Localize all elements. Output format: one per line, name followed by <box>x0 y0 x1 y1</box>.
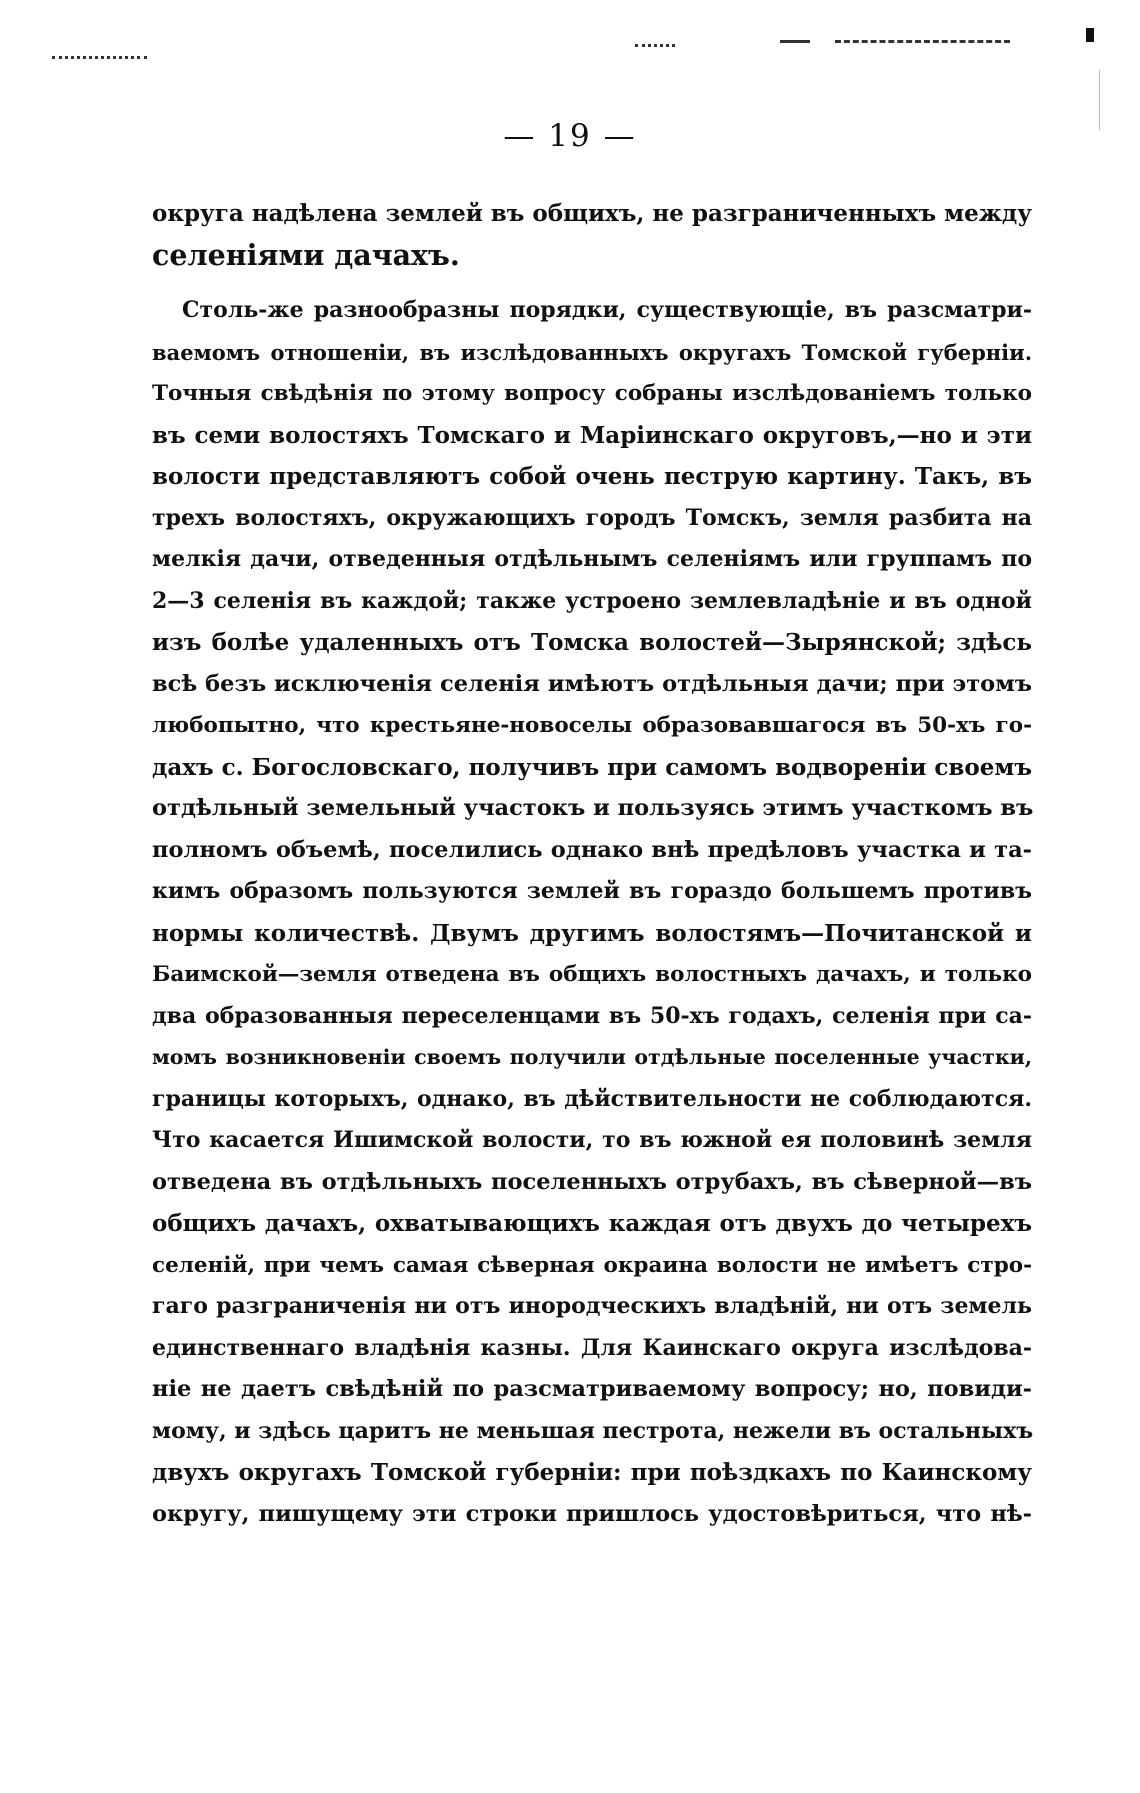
text-line: Что касается Ишимской волости, то въ южной ея половинѣ земля <box>152 1127 1032 1153</box>
text-line: нормы количествѣ. Двумъ другимъ волостямъ—Почитанской и <box>152 919 1032 947</box>
scan-corner-mark <box>1086 28 1094 42</box>
scan-artifact-mid <box>635 44 675 53</box>
text-line: изъ болѣе удаленныхъ отъ Томска волостей—Зырянской; здѣсь <box>152 629 1032 656</box>
text-line: момъ возникновеніи своемъ получили отдѣльные поселенные участки, <box>152 1045 1032 1069</box>
text-line: селеній, при чемъ самая сѣверная окраина волости не имѣетъ стро- <box>152 1252 1032 1278</box>
text-line: Баимской—земля отведена въ общихъ волостныхъ дачахъ, и только <box>152 962 1032 987</box>
text-line: ваемомъ отношеніи, въ изслѣдованныхъ округахъ Томской губерніи. <box>152 339 1032 365</box>
text-line: 2—3 селенія въ каждой; также устроено землевладѣніе и въ одной <box>152 587 1032 614</box>
text-line: общихъ дачахъ, охватывающихъ каждая отъ двухъ до четырехъ <box>152 1210 1032 1237</box>
text-line: дахъ с. Богословскаго, получивъ при самомъ водвореніи своемъ <box>152 753 1032 781</box>
scan-artifact-right <box>835 40 1010 49</box>
text-line: двухъ округахъ Томской губерніи: при поѣздкахъ по Каинскому <box>152 1459 1032 1486</box>
text-line: въ семи волостяхъ Томскаго и Маріинскаго округовъ,—но и эти <box>152 421 1032 449</box>
text-line: ніе не даетъ свѣдѣній по разсматриваемому вопросу; но, повиди- <box>152 1376 1032 1402</box>
text-line: мому, и здѣсь царитъ не меньшая пестрота, нежели въ остальныхъ <box>152 1417 1034 1444</box>
text-line: отдѣльный земельный участокъ и пользуясь этимъ участкомъ въ <box>152 795 1034 821</box>
scan-artifact-left <box>52 56 147 65</box>
paragraph-1 <box>152 193 1032 276</box>
text-line: границы которыхъ, однако, въ дѣйствительности не соблюдаются. <box>152 1085 1032 1112</box>
scan-artifact-mid2 <box>780 40 810 49</box>
text-line: округа надѣлена землей въ общихъ, не разграниченныхъ между <box>152 200 1032 227</box>
text-line: всѣ безъ исключенія селенія имѣютъ отдѣльныя дачи; при этомъ <box>152 670 1032 697</box>
text-line: округу, пишущему эти строки пришлось удостовѣриться, что нѣ- <box>152 1500 1032 1527</box>
text-line: волости представляютъ собой очень пеструю картину. Такъ, въ <box>152 463 1032 490</box>
paragraph-2 <box>152 290 1032 1535</box>
page-number: — 19 — <box>503 118 637 154</box>
text-line: полномъ объемѣ, поселились однако внѣ предѣловъ участка и та- <box>152 836 1032 863</box>
text-line: гаго разграниченія ни отъ инородческихъ владѣній, ни отъ земель <box>152 1293 1032 1319</box>
text-line: кимъ образомъ пользуются землей въ гораздо большемъ противъ <box>152 878 1032 904</box>
text-line: отведена въ отдѣльныхъ поселенныхъ отрубахъ, въ сѣверной—въ <box>152 1168 1032 1195</box>
text-line: трехъ волостяхъ, окружающихъ городъ Томскъ, земля разбита на <box>152 504 1032 531</box>
text-line: селеніями дачахъ. <box>152 237 460 272</box>
text-line: мелкія дачи, отведенныя отдѣльнымъ селеніямъ или группамъ по <box>152 546 1032 572</box>
text-line: Столь-же разнообразны порядки, существующіе, въ разсматри- <box>182 297 1032 323</box>
text-line: единственнаго владѣнія казны. Для Каинскаго округа изслѣдова- <box>152 1334 1032 1361</box>
text-line: любопытно, что крестьяне-новоселы образовавшагося въ 50-хъ го- <box>152 713 1032 738</box>
text-line: Точныя свѣдѣнія по этому вопросу собраны изслѣдованіемъ только <box>152 381 1032 406</box>
page-text <box>152 193 1032 1535</box>
text-line: два образованныя переселенцами въ 50-хъ годахъ, селенія при са- <box>152 1002 1032 1029</box>
